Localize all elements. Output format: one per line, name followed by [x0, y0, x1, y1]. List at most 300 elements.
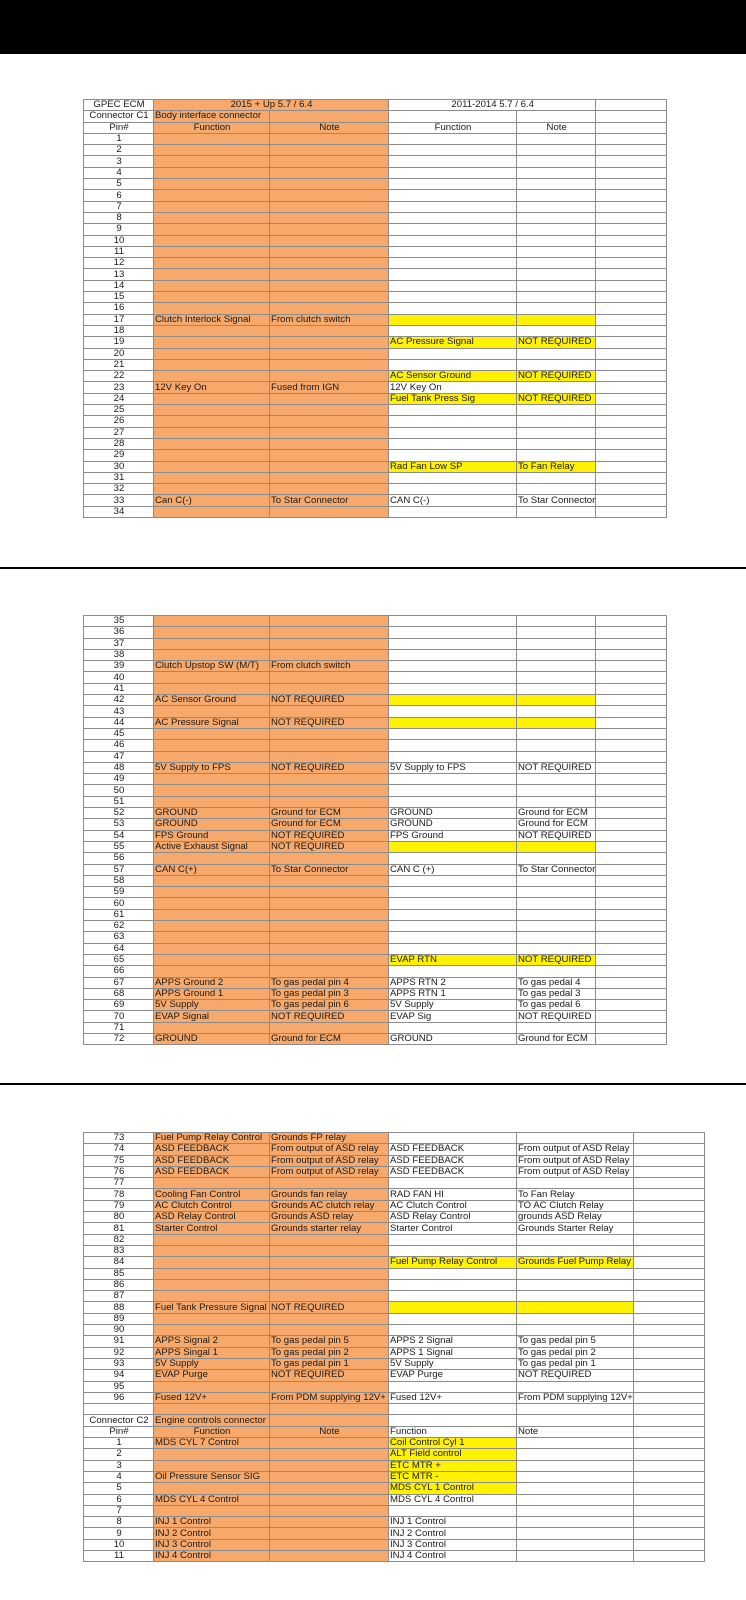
pin-number: 31	[84, 472, 154, 483]
c2-new-function-header: Function	[154, 1426, 270, 1437]
old-function-cell: Fuel Tank Press Sig	[389, 393, 517, 404]
old-function-cell	[389, 450, 517, 461]
new-function-cell	[154, 954, 270, 965]
new-note-cell	[270, 506, 389, 517]
old-function-cell	[389, 1302, 517, 1313]
new-note-cell	[270, 785, 389, 796]
pin-number: 75	[84, 1155, 154, 1166]
pin-number: 18	[84, 325, 154, 336]
pin-number: 54	[84, 830, 154, 841]
spare-cell	[596, 740, 667, 751]
new-note-cell	[270, 740, 389, 751]
spare-cell	[596, 864, 667, 875]
spare-cell	[633, 1268, 704, 1279]
spare-cell	[596, 785, 667, 796]
old-function-cell	[389, 966, 517, 977]
new-note-cell	[270, 1279, 389, 1290]
new-note-cell	[270, 966, 389, 977]
old-function-cell	[389, 1381, 517, 1392]
spare-cell	[596, 932, 667, 943]
new-function-cell	[154, 246, 270, 257]
spare-cell	[633, 1358, 704, 1369]
table-row	[84, 898, 667, 909]
pin-number: 70	[84, 1011, 154, 1022]
old-note-cell: NOT REQUIRED	[517, 393, 596, 404]
table-row	[84, 1178, 705, 1189]
spare-cell	[596, 405, 667, 416]
spare-cell	[596, 427, 667, 438]
spare-cell	[596, 819, 667, 830]
new-function-cell	[154, 1022, 270, 1033]
table-row	[84, 638, 667, 649]
pin-number: 64	[84, 943, 154, 954]
old-function-cell	[389, 484, 517, 495]
pin-number: 63	[84, 932, 154, 943]
spare-cell	[596, 887, 667, 898]
old-note-cell	[517, 1438, 634, 1449]
new-note-cell	[270, 1245, 389, 1256]
old-function-cell	[389, 774, 517, 785]
old-note-cell: Ground for ECM	[517, 808, 596, 819]
new-function-cell	[154, 427, 270, 438]
spare-cell	[633, 1336, 704, 1347]
old-note-cell	[517, 450, 596, 461]
new-note-cell: Grounds starter relay	[270, 1223, 389, 1234]
table-row	[84, 1166, 705, 1177]
new-function-cell: AC Clutch Control	[154, 1200, 270, 1211]
old-note-cell: TO AC Clutch Relay	[517, 1200, 634, 1211]
pin-number: 9	[84, 1528, 154, 1539]
pin-number: 53	[84, 819, 154, 830]
old-note-cell: To gas pedal pin 5	[517, 1336, 634, 1347]
pin-number: 26	[84, 416, 154, 427]
new-function-cell	[154, 706, 270, 717]
table-row	[84, 506, 667, 517]
spare-cell	[596, 280, 667, 291]
table-row	[84, 728, 667, 739]
old-function-cell	[389, 898, 517, 909]
table-row	[84, 1200, 705, 1211]
table-row	[84, 661, 667, 672]
new-note-cell	[270, 337, 389, 348]
pin-number: 10	[84, 1539, 154, 1550]
old-note-cell: NOT REQUIRED	[517, 1011, 596, 1022]
spare-cell	[633, 1144, 704, 1155]
new-function-cell: APPS Ground 1	[154, 988, 270, 999]
old-note-cell	[517, 359, 596, 370]
new-function-cell	[154, 1381, 270, 1392]
c2-rows	[84, 1438, 705, 1562]
table-row	[84, 133, 667, 144]
spare-cell	[633, 1155, 704, 1166]
new-function-cell: INJ 2 Control	[154, 1528, 270, 1539]
old-function-cell: ALT Field control	[389, 1449, 517, 1460]
spare-cell	[596, 977, 667, 988]
old-function-cell	[389, 740, 517, 751]
pin-number: 87	[84, 1291, 154, 1302]
old-note-cell: To Fan Relay	[517, 461, 596, 472]
old-function-cell	[389, 1234, 517, 1245]
pin-number: 66	[84, 966, 154, 977]
spare-cell	[633, 1528, 704, 1539]
pin-number: 47	[84, 751, 154, 762]
old-note-cell	[517, 1471, 634, 1482]
table-row	[84, 1438, 705, 1449]
pin-number: 77	[84, 1178, 154, 1189]
table-row	[84, 627, 667, 638]
old-function-cell: ASD FEEDBACK	[389, 1144, 517, 1155]
pin-number: 4	[84, 1471, 154, 1482]
old-function-cell	[389, 728, 517, 739]
spare-cell	[633, 1392, 704, 1403]
old-note-cell	[517, 314, 596, 325]
table-row	[84, 932, 667, 943]
old-function-cell	[389, 887, 517, 898]
new-function-cell: INJ 3 Control	[154, 1539, 270, 1550]
old-function-cell: CAN C(-)	[389, 495, 517, 506]
old-note-cell	[517, 1268, 634, 1279]
new-function-cell	[154, 280, 270, 291]
old-function-cell: ASD FEEDBACK	[389, 1155, 517, 1166]
pin-number: 56	[84, 853, 154, 864]
pin-number: 58	[84, 875, 154, 886]
new-note-cell: To gas pedal pin 6	[270, 1000, 389, 1011]
table-row	[84, 280, 667, 291]
old-function-header: Function	[389, 122, 517, 133]
pin-number: 19	[84, 337, 154, 348]
new-note-cell: Grounds AC clutch relay	[270, 1200, 389, 1211]
pin-number: 67	[84, 977, 154, 988]
table-row	[84, 382, 667, 393]
new-function-cell: Fused 12V+	[154, 1392, 270, 1403]
new-note-cell	[270, 1449, 389, 1460]
old-note-cell: To Star Connector	[518, 863, 596, 875]
old-function-cell: Fused 12V+	[389, 1392, 517, 1403]
new-note-cell: From output of ASD relay	[270, 1155, 389, 1166]
spare-cell	[596, 909, 667, 920]
table-row	[84, 1245, 705, 1256]
spare-cell	[596, 484, 667, 495]
new-function-cell	[154, 1245, 270, 1256]
new-note-cell	[270, 887, 389, 898]
table-row	[84, 909, 667, 920]
table-row	[84, 416, 667, 427]
old-group-header: 2011-2014 5.7 / 6.4	[389, 100, 596, 111]
table-row	[84, 337, 667, 348]
page-divider-2	[0, 1083, 746, 1085]
pin-number: 60	[84, 898, 154, 909]
new-note-cell	[270, 201, 389, 212]
pin-number: 57	[84, 864, 154, 875]
old-note-cell: To gas pedal 3	[517, 988, 596, 999]
pin-number: 72	[84, 1033, 154, 1044]
old-function-cell: APPS 2 Signal	[389, 1336, 517, 1347]
pin-number: 45	[84, 728, 154, 739]
old-function-cell: MDS CYL 4 Control	[389, 1494, 517, 1505]
new-note-cell	[270, 235, 389, 246]
table-row	[84, 1550, 705, 1561]
spare-cell	[596, 258, 667, 269]
table-row	[84, 1133, 705, 1144]
pin-number: 80	[84, 1212, 154, 1223]
old-note-cell: To gas pedal 4	[517, 977, 596, 988]
new-note-cell: From PDM supplying 12V+	[270, 1392, 389, 1403]
new-note-cell: To gas pedal pin 2	[270, 1347, 389, 1358]
table-row	[84, 1234, 705, 1245]
new-function-cell	[154, 966, 270, 977]
new-function-cell	[154, 1234, 270, 1245]
pin-number: 82	[84, 1234, 154, 1245]
new-note-cell	[270, 1460, 389, 1471]
spare-cell	[596, 661, 667, 672]
spare-cell	[596, 461, 667, 472]
pin-number: 33	[84, 495, 154, 506]
spare-cell	[633, 1471, 704, 1482]
old-note-cell: Ground for ECM	[517, 1033, 596, 1044]
new-note-cell: NOT REQUIRED	[270, 762, 389, 773]
spare-cell	[633, 1483, 704, 1494]
spare-cell	[633, 1370, 704, 1381]
old-note-cell	[517, 145, 596, 156]
block-2-rows	[84, 616, 667, 1045]
old-function-cell	[389, 1325, 517, 1336]
old-note-cell	[517, 717, 596, 728]
old-note-cell	[517, 427, 596, 438]
spare-cell	[596, 943, 667, 954]
old-note-cell: NOT REQUIRED	[517, 337, 596, 348]
table-row	[84, 740, 667, 751]
new-note-cell	[270, 348, 389, 359]
new-note-cell	[270, 774, 389, 785]
old-note-cell: Grounds Fuel Pump Relay	[517, 1257, 634, 1268]
old-function-cell	[389, 616, 517, 627]
new-function-cell	[154, 1313, 270, 1324]
new-function-cell: AC Pressure Signal	[154, 717, 270, 728]
table-row	[84, 1347, 705, 1358]
new-function-cell: ASD FEEDBACK	[154, 1166, 270, 1177]
table-row	[84, 359, 667, 370]
new-note-cell	[270, 269, 389, 280]
old-function-cell: GROUND	[389, 1033, 517, 1044]
old-note-cell: NOT REQUIRED	[517, 1370, 634, 1381]
new-note-cell	[270, 359, 389, 370]
new-function-cell	[154, 921, 270, 932]
new-note-cell: NOT REQUIRED	[270, 695, 389, 706]
old-function-cell: 5V Supply to FPS	[389, 762, 517, 773]
old-function-cell	[389, 717, 517, 728]
old-note-cell	[517, 1245, 634, 1256]
old-note-cell	[517, 382, 596, 393]
spare-cell	[596, 212, 667, 223]
old-note-cell	[517, 179, 596, 190]
new-function-cell	[154, 1325, 270, 1336]
old-function-cell	[389, 1505, 517, 1516]
pin-number: 42	[84, 695, 154, 706]
new-function-cell	[154, 1257, 270, 1268]
old-function-cell	[389, 1268, 517, 1279]
old-note-cell	[517, 156, 596, 167]
old-function-cell	[389, 427, 517, 438]
old-note-cell	[517, 416, 596, 427]
old-function-cell	[389, 683, 517, 694]
pin-number: 71	[84, 1022, 154, 1033]
new-note-cell	[270, 1381, 389, 1392]
new-note-cell	[270, 1257, 389, 1268]
new-note-cell	[270, 450, 389, 461]
pin-number: 21	[84, 359, 154, 370]
old-function-cell: FPS Ground	[389, 830, 517, 841]
pin-number: 25	[84, 405, 154, 416]
new-function-header: Function	[154, 122, 270, 133]
new-function-cell: INJ 4 Control	[154, 1550, 270, 1561]
pinout-table-block-3	[83, 1132, 705, 1562]
new-function-cell	[154, 145, 270, 156]
block-3-rows	[84, 1133, 705, 1404]
spare-cell	[596, 246, 667, 257]
table-row	[84, 785, 667, 796]
new-note-cell	[270, 706, 389, 717]
old-function-cell: CAN C (+)	[389, 864, 517, 875]
new-function-cell: Clutch Interlock Signal	[154, 314, 270, 325]
spare-cell	[596, 954, 667, 965]
new-function-cell	[154, 672, 270, 683]
new-function-cell: APPS Signal 2	[154, 1336, 270, 1347]
spare-cell	[596, 921, 667, 932]
new-function-cell	[154, 359, 270, 370]
new-note-cell: Ground for ECM	[270, 1033, 389, 1044]
new-note-cell	[270, 393, 389, 404]
pin-number: 44	[84, 717, 154, 728]
new-note-cell	[270, 167, 389, 178]
pin-number: 43	[84, 706, 154, 717]
old-function-cell	[389, 1279, 517, 1290]
old-function-cell	[389, 405, 517, 416]
new-function-cell	[154, 212, 270, 223]
old-note-cell: To gas pedal pin 1	[517, 1358, 634, 1369]
old-function-cell	[389, 156, 517, 167]
pin-number: 4	[84, 167, 154, 178]
new-note-cell	[270, 1268, 389, 1279]
old-note-cell	[517, 853, 596, 864]
table-row	[84, 292, 667, 303]
new-group-header: 2015 + Up 5.7 / 6.4	[154, 100, 389, 111]
table-row	[84, 1471, 705, 1482]
old-function-cell: Starter Control	[389, 1223, 517, 1234]
old-note-cell	[517, 1313, 634, 1324]
old-function-cell: ASD Relay Control	[389, 1212, 517, 1223]
page-divider-1	[0, 567, 746, 569]
old-note-cell	[517, 280, 596, 291]
table-row	[84, 1539, 705, 1550]
pin-number: 38	[84, 649, 154, 660]
pin-number: 30	[84, 461, 154, 472]
new-note-cell	[270, 683, 389, 694]
spare-cell	[596, 348, 667, 359]
table-row	[84, 450, 667, 461]
new-function-cell	[154, 337, 270, 348]
new-function-cell: Fuel Pump Relay Control	[154, 1133, 270, 1144]
old-note-cell	[517, 909, 596, 920]
old-note-cell	[517, 1550, 634, 1561]
new-function-cell	[154, 303, 270, 314]
old-note-cell	[517, 1505, 634, 1516]
table-row	[84, 1011, 667, 1022]
spare-cell	[633, 1133, 704, 1144]
pin-number: 59	[84, 887, 154, 898]
old-note-header: Note	[517, 122, 596, 133]
new-note-cell	[270, 921, 389, 932]
new-function-cell	[154, 751, 270, 762]
old-function-cell: INJ 1 Control	[389, 1517, 517, 1528]
spare-cell	[596, 269, 667, 280]
table-row	[84, 179, 667, 190]
new-note-cell	[270, 1313, 389, 1324]
new-function-cell: Oil Pressure Sensor SIG	[154, 1471, 270, 1482]
spare-cell	[633, 1325, 704, 1336]
spare-cell	[596, 830, 667, 841]
new-note-cell	[270, 672, 389, 683]
new-function-cell	[154, 649, 270, 660]
pin-number: 9	[84, 224, 154, 235]
spare-cell	[596, 393, 667, 404]
pin-number: 28	[84, 438, 154, 449]
old-note-cell	[517, 1449, 634, 1460]
old-function-cell	[389, 472, 517, 483]
table-row	[84, 1257, 705, 1268]
new-note-cell	[270, 1517, 389, 1528]
new-function-cell	[154, 853, 270, 864]
new-function-cell	[154, 909, 270, 920]
new-note-cell: Fused from IGN	[270, 382, 389, 393]
old-note-cell: From output of ASD Relay	[517, 1166, 634, 1177]
pin-number: 24	[84, 393, 154, 404]
pin-number: 93	[84, 1358, 154, 1369]
pin-number: 48	[84, 762, 154, 773]
table-row	[84, 819, 667, 830]
spare-cell	[596, 1022, 667, 1033]
table-row	[84, 1449, 705, 1460]
old-function-cell	[389, 212, 517, 223]
spare-cell	[596, 1011, 667, 1022]
new-note-cell	[270, 325, 389, 336]
old-function-cell	[389, 649, 517, 660]
pin-number: 78	[84, 1189, 154, 1200]
new-function-cell	[154, 1291, 270, 1302]
old-note-cell	[517, 472, 596, 483]
spare-cell	[596, 649, 667, 660]
new-function-cell: Can C(-)	[154, 495, 270, 506]
old-function-cell	[389, 1245, 517, 1256]
spare-cell	[633, 1189, 704, 1200]
old-note-cell	[517, 405, 596, 416]
spare-cell	[596, 337, 667, 348]
new-note-cell	[270, 472, 389, 483]
table-row	[84, 943, 667, 954]
old-note-cell	[517, 1460, 634, 1471]
old-function-cell	[389, 201, 517, 212]
table-row	[84, 1189, 705, 1200]
new-note-cell	[270, 1234, 389, 1245]
old-note-cell	[517, 672, 596, 683]
old-note-cell	[517, 246, 596, 257]
old-function-cell	[389, 145, 517, 156]
new-note-cell	[270, 1505, 389, 1516]
old-function-cell	[389, 280, 517, 291]
new-note-cell: From output of ASD relay	[270, 1166, 389, 1177]
new-note-cell	[270, 416, 389, 427]
old-note-cell	[517, 484, 596, 495]
new-function-cell	[154, 201, 270, 212]
